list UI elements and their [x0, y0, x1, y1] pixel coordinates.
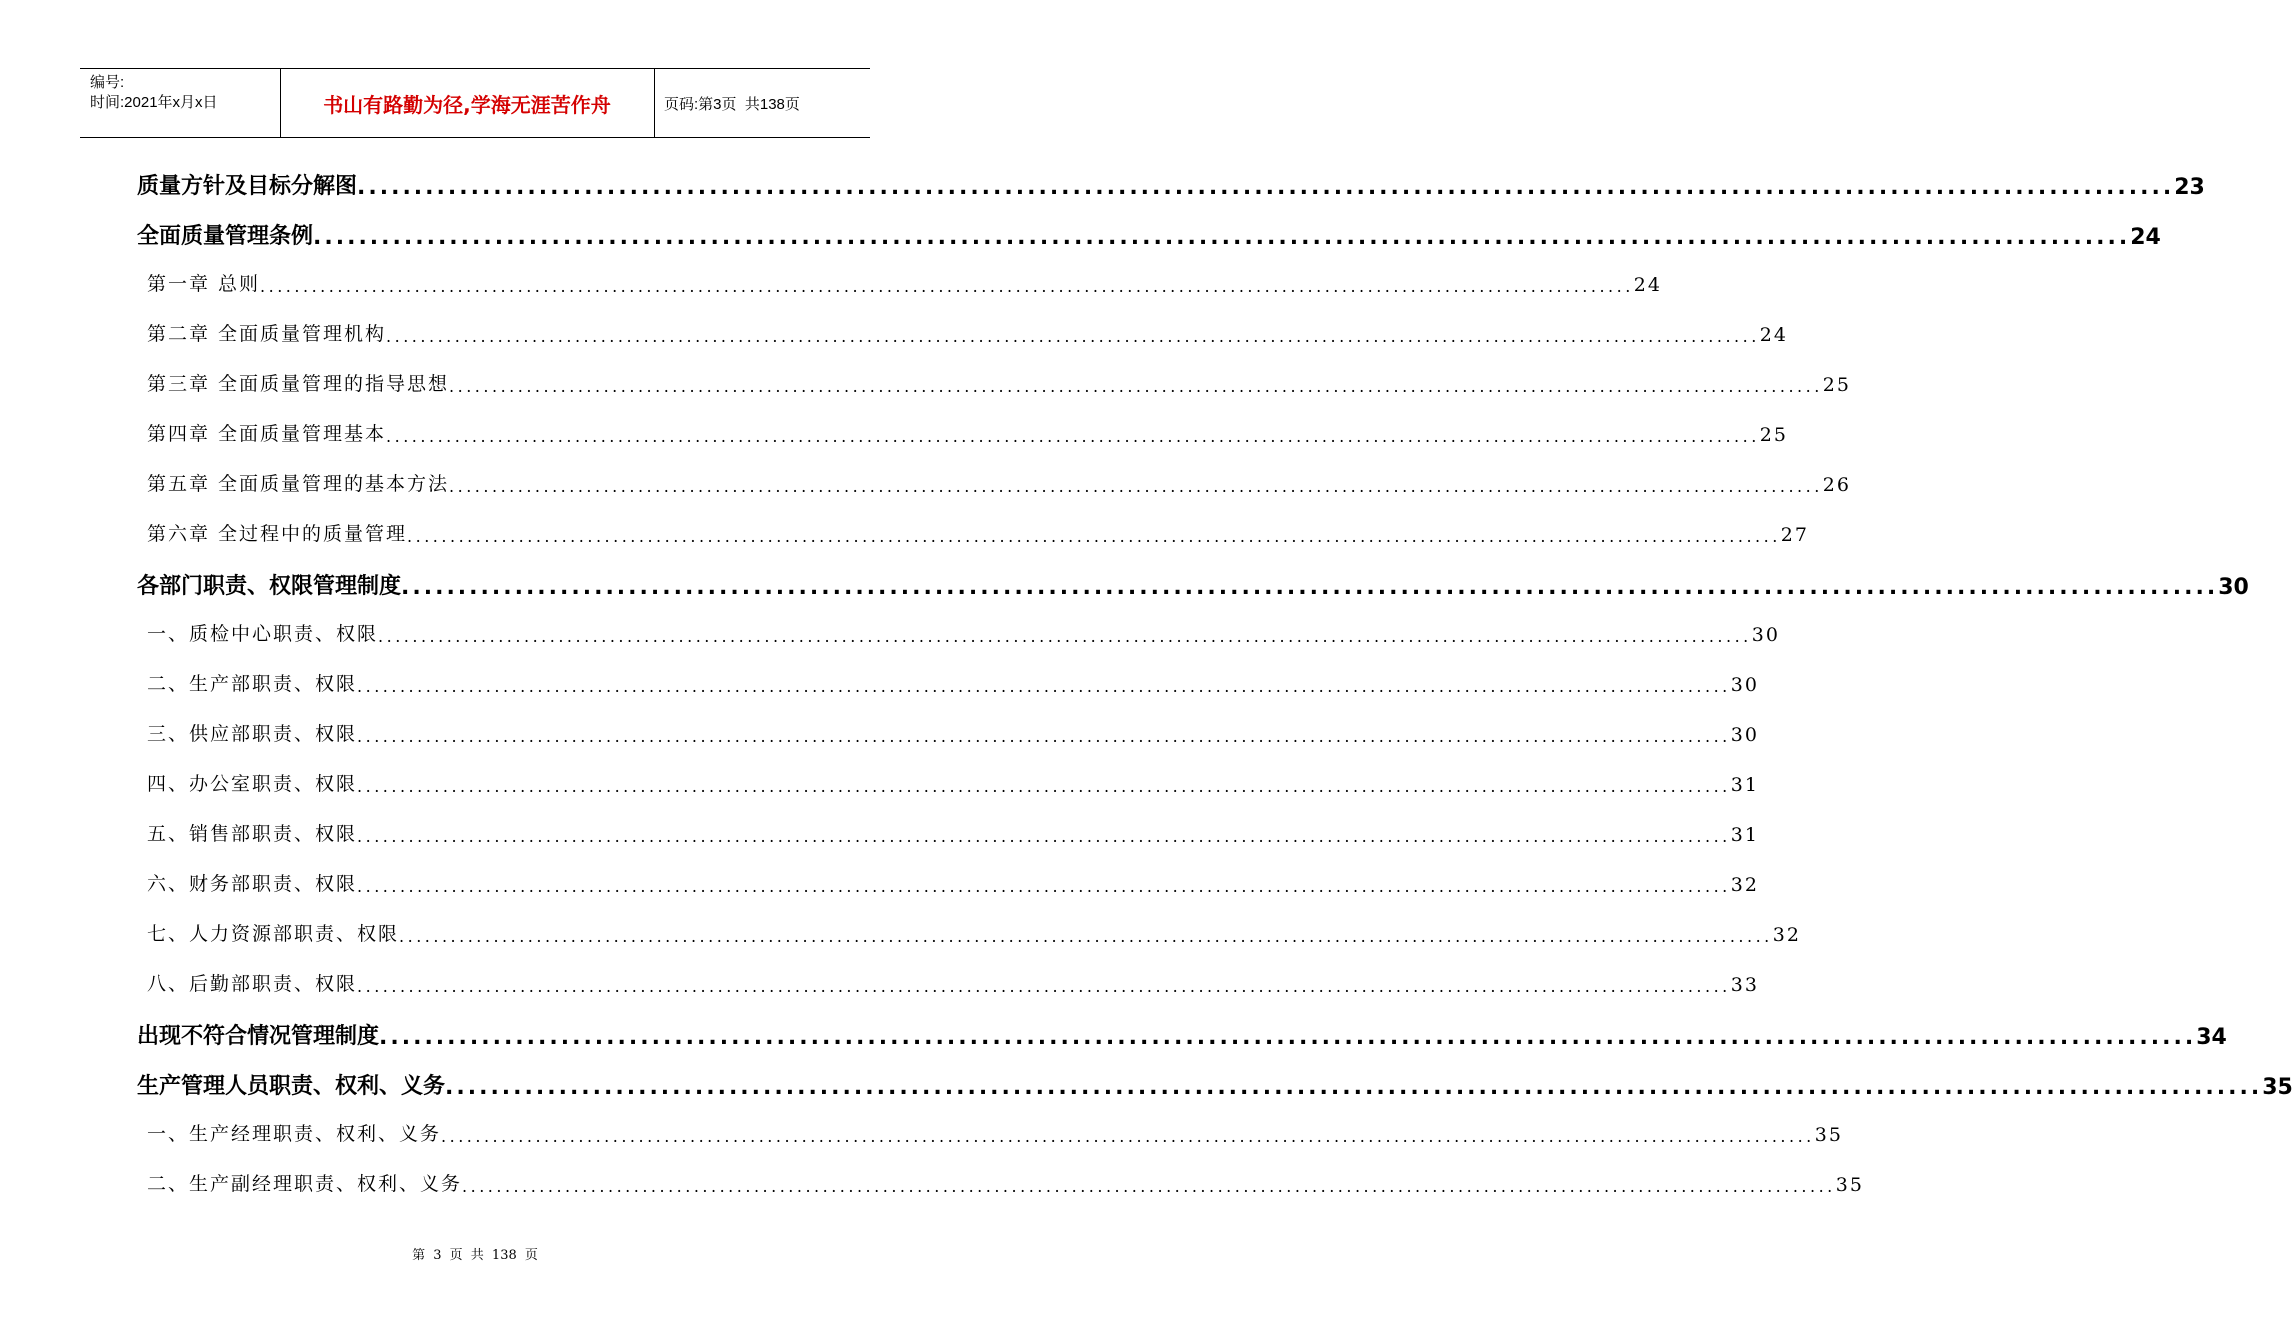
document-date: 时间:2021年x月x日 — [90, 94, 218, 111]
toc-sub-entry[interactable] — [147, 270, 1662, 296]
toc-dot-leader: ................................................................................................................................................................ — [260, 277, 1634, 296]
toc-entry-label: 一、生产经理职责、权利、义务 — [147, 1123, 442, 1145]
toc-entry-page-number: 25 — [1759, 424, 1788, 446]
toc-dot-leader: ................................................................................................................................................................ — [357, 175, 2175, 200]
toc-entry-page-number: 30 — [1751, 624, 1780, 646]
toc-entry-page-number: 30 — [2218, 575, 2249, 600]
toc-dot-leader: ................................................................................................................................................................ — [357, 727, 1731, 746]
toc-entry-label: 二、生产部职责、权限 — [147, 673, 358, 695]
toc-entry-page-number: 30 — [1730, 724, 1759, 746]
toc-entry-label: 八、后勤部职责、权限 — [147, 973, 358, 995]
toc-entry-page-number: 34 — [2196, 1025, 2227, 1050]
toc-dot-leader: ................................................................................................................................................................ — [449, 377, 1823, 396]
toc-entry-label: 五、销售部职责、权限 — [147, 823, 358, 845]
toc-sub-entry[interactable] — [147, 620, 1780, 646]
toc-sub-entry[interactable] — [147, 670, 1759, 696]
toc-entry-label: 各部门职责、权限管理制度 — [137, 574, 402, 599]
toc-entry-label: 第一章 总则 — [147, 273, 261, 295]
toc-entry-page-number: 35 — [2262, 1075, 2293, 1100]
toc-dot-leader: ................................................................................................................................................................ — [445, 1075, 2263, 1100]
toc-entry-page-number: 35 — [1835, 1174, 1864, 1196]
toc-entry-label: 出现不符合情况管理制度 — [137, 1024, 380, 1049]
toc-dot-leader: ................................................................................................................................................................ — [399, 927, 1773, 946]
toc-dot-leader: ................................................................................................................................................................ — [357, 677, 1731, 696]
toc-entry-label: 四、办公室职责、权限 — [147, 773, 358, 795]
toc-dot-leader: ................................................................................................................................................................ — [449, 477, 1823, 496]
toc-sub-entry[interactable] — [147, 370, 1851, 396]
toc-dot-leader: ................................................................................................................................................................ — [401, 575, 2219, 600]
toc-entry-label: 第四章 全面质量管理基本 — [147, 423, 387, 445]
header-page-info: 页码:第3页 共138页 — [664, 95, 800, 113]
toc-entry-page-number: 24 — [1633, 274, 1662, 296]
toc-entry-page-number: 27 — [1780, 524, 1809, 546]
toc-entry-label: 质量方针及目标分解图 — [137, 174, 358, 199]
toc-dot-leader: ................................................................................................................................................................ — [357, 777, 1731, 796]
toc-entry-page-number: 23 — [2174, 175, 2205, 200]
toc-dot-leader: ................................................................................................................................................................ — [357, 977, 1731, 996]
toc-dot-leader: ................................................................................................................................................................ — [378, 627, 1752, 646]
toc-dot-leader: ................................................................................................................................................................ — [357, 827, 1731, 846]
toc-dot-leader: ................................................................................................................................................................ — [357, 877, 1731, 896]
toc-entry-page-number: 24 — [1759, 324, 1788, 346]
toc-sub-entry[interactable] — [147, 970, 1759, 996]
toc-entry-page-number: 35 — [1814, 1124, 1843, 1146]
toc-sub-entry[interactable] — [147, 520, 1809, 546]
toc-entry-label: 第五章 全面质量管理的基本方法 — [147, 473, 450, 495]
toc-entry-page-number: 31 — [1730, 774, 1759, 796]
toc-heading-entry[interactable] — [137, 170, 2205, 200]
toc-entry-label: 第六章 全过程中的质量管理 — [147, 523, 408, 545]
toc-entry-label: 第三章 全面质量管理的指导思想 — [147, 373, 450, 395]
toc-heading-entry[interactable] — [137, 1070, 2293, 1100]
toc-dot-leader: ................................................................................................................................................................ — [386, 327, 1760, 346]
toc-sub-entry[interactable] — [147, 870, 1759, 896]
toc-dot-leader: ................................................................................................................................................................ — [379, 1025, 2197, 1050]
toc-sub-entry[interactable] — [147, 920, 1801, 946]
toc-entry-page-number: 26 — [1822, 474, 1851, 496]
toc-sub-entry[interactable] — [147, 1170, 1864, 1196]
toc-entry-label: 三、供应部职责、权限 — [147, 723, 358, 745]
toc-entry-page-number: 31 — [1730, 824, 1759, 846]
toc-sub-entry[interactable] — [147, 720, 1759, 746]
toc-dot-leader: ................................................................................................................................................................ — [462, 1177, 1836, 1196]
toc-heading-entry[interactable] — [137, 570, 2249, 600]
toc-sub-entry[interactable] — [147, 770, 1759, 796]
page-footer: 第 3 页 共 138 页 — [412, 1248, 538, 1263]
toc-entry-page-number: 32 — [1730, 874, 1759, 896]
toc-sub-entry[interactable] — [147, 1120, 1843, 1146]
toc-entry-label: 第二章 全面质量管理机构 — [147, 323, 387, 345]
toc-entry-page-number: 33 — [1730, 974, 1759, 996]
toc-sub-entry[interactable] — [147, 820, 1759, 846]
toc-entry-page-number: 24 — [2130, 225, 2161, 250]
toc-entry-label: 七、人力资源部职责、权限 — [147, 923, 400, 945]
toc-dot-leader: ................................................................................................................................................................ — [313, 225, 2131, 250]
header-motto: 书山有路勤为径,学海无涯苦作舟 — [323, 92, 611, 117]
toc-dot-leader: ................................................................................................................................................................ — [407, 527, 1781, 546]
toc-entry-page-number: 25 — [1822, 374, 1851, 396]
toc-entry-label: 六、财务部职责、权限 — [147, 873, 358, 895]
toc-heading-entry[interactable] — [137, 1020, 2227, 1050]
toc-sub-entry[interactable] — [147, 470, 1851, 496]
toc-sub-entry[interactable] — [147, 320, 1788, 346]
toc-entry-page-number: 30 — [1730, 674, 1759, 696]
toc-entry-label: 二、生产副经理职责、权利、义务 — [147, 1173, 463, 1195]
toc-dot-leader: ................................................................................................................................................................ — [386, 427, 1760, 446]
toc-entry-label: 一、质检中心职责、权限 — [147, 623, 379, 645]
toc-heading-entry[interactable] — [137, 220, 2161, 250]
toc-entry-label: 全面质量管理条例 — [137, 224, 314, 249]
toc-entry-label: 生产管理人员职责、权利、义务 — [137, 1074, 446, 1099]
toc-sub-entry[interactable] — [147, 420, 1788, 446]
toc-entry-page-number: 32 — [1772, 924, 1801, 946]
document-number-label: 编号: — [90, 74, 125, 91]
toc-dot-leader: ................................................................................................................................................................ — [441, 1127, 1815, 1146]
